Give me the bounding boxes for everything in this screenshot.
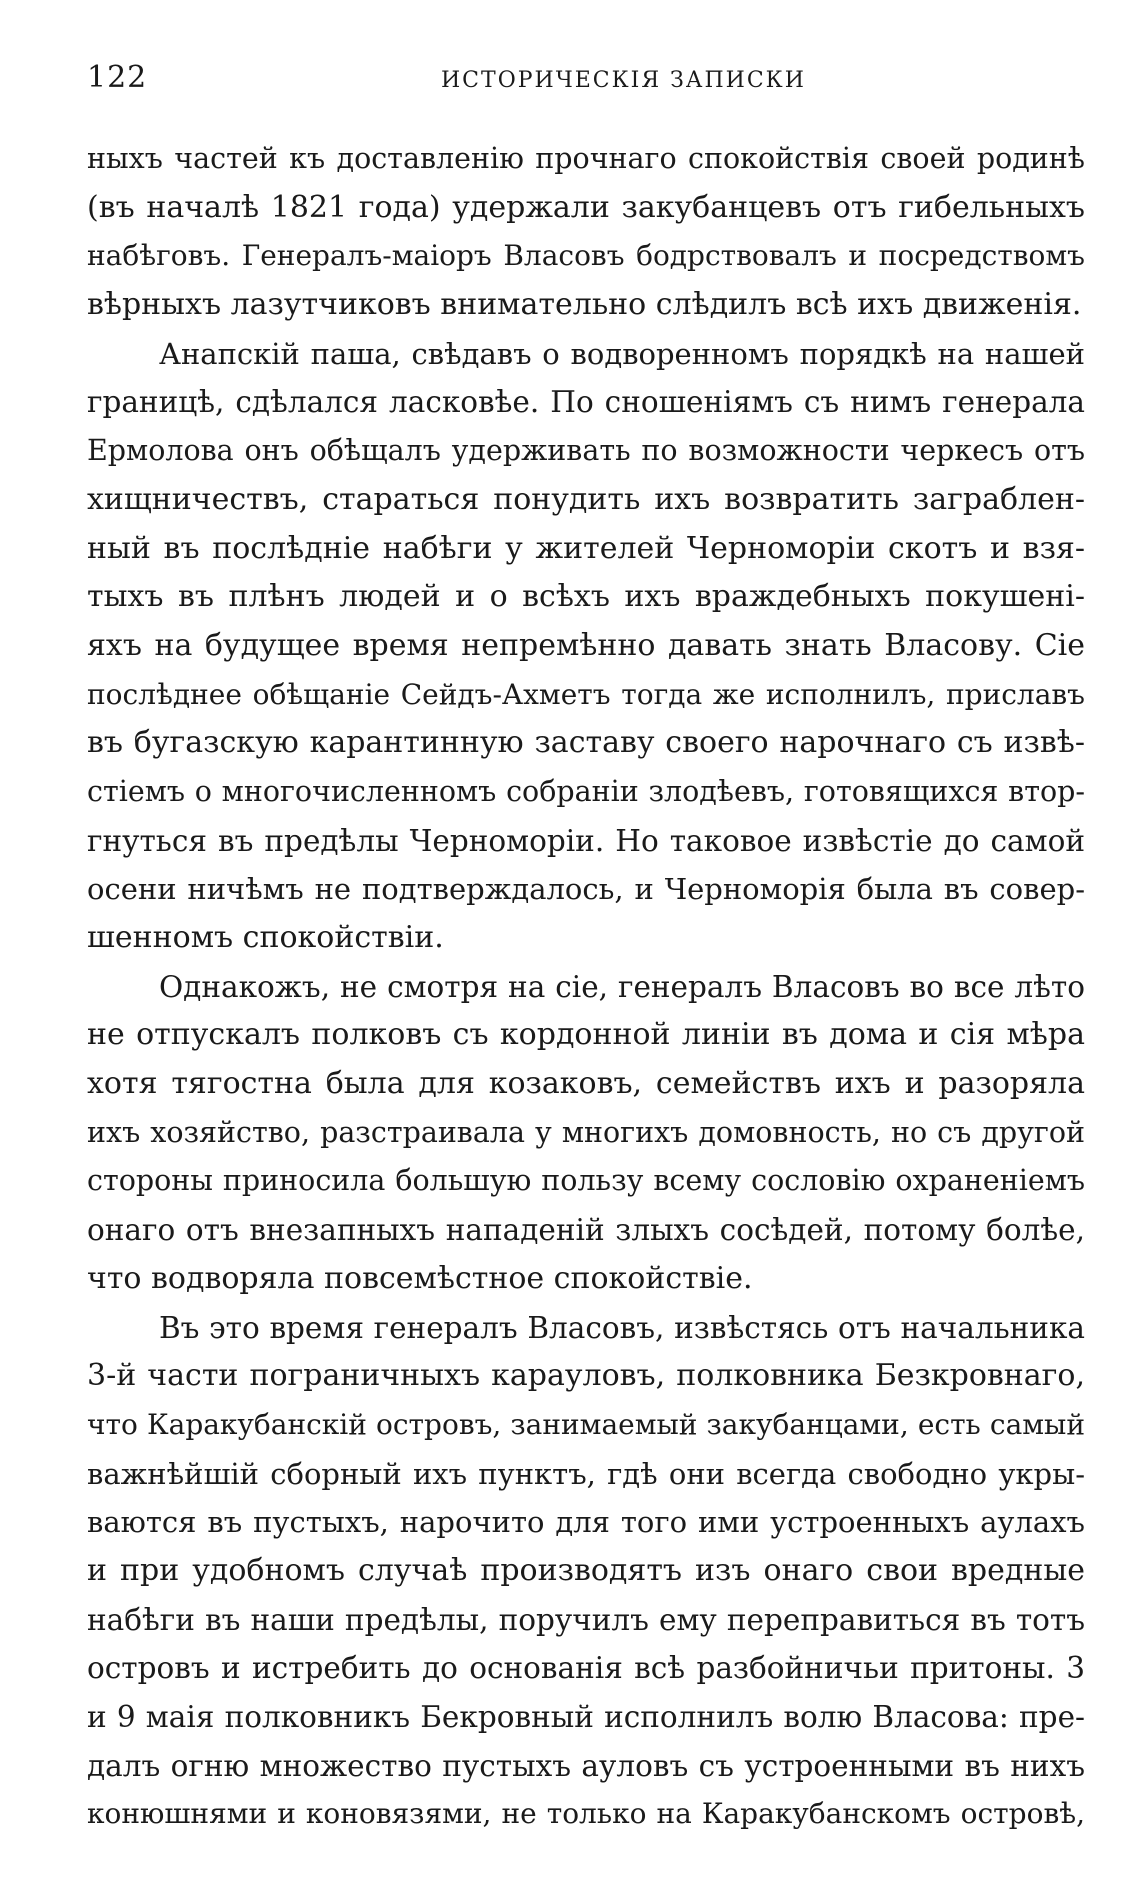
body-text xyxy=(87,135,1085,1839)
text-line: островъ и истребить до основанія всѣ разбойничьи притоны. 3 xyxy=(87,1651,1085,1686)
text-line: Въ это время генералъ Власовъ, извѣстясь отъ начальника xyxy=(159,1310,1085,1345)
page-number: 122 xyxy=(87,60,148,95)
text-line: далъ огню множество пустыхъ ауловъ съ устроенными въ нихъ xyxy=(87,1748,1085,1783)
text-line: шенномъ спокойствіи. xyxy=(87,920,444,955)
text-line: въ бугазскую карантинную заставу своего нарочнаго съ извѣ- xyxy=(87,725,1085,761)
text-line: конюшнями и коновязями, не только на Каракубанскомъ островѣ, xyxy=(87,1797,1085,1831)
text-line: гнуться въ предѣлы Черноморіи. Но таковое извѣстіе до самой xyxy=(87,823,1085,858)
text-line: ныхъ частей къ доставленію прочнаго спокойствія своей родинѣ xyxy=(87,142,1085,175)
text-line: 3-й части пограничныхъ карауловъ, полковника Безкровнаго, xyxy=(87,1358,1085,1394)
text-line: что водворяла повсемѣстное спокойствіе. xyxy=(87,1260,753,1296)
page-header xyxy=(87,60,1087,108)
text-line: вѣрныхъ лазутчиковъ внимательно слѣдилъ всѣ ихъ движенія. xyxy=(87,287,1082,323)
text-line: и при удобномъ случаѣ производятъ изъ онаго свои вредные xyxy=(87,1552,1085,1588)
text-line: (въ началѣ 1821 года) удержали закубанцевъ отъ гибельныхъ xyxy=(87,189,1085,225)
text-line: стороны приносила большую пользу всему сословію охраненіемъ xyxy=(87,1164,1085,1198)
text-line: ихъ хозяйство, разстраивала у многихъ домовность, но съ другой xyxy=(87,1115,1085,1149)
text-line: что Каракубанскій островъ, занимаемый закубанцами, есть самый xyxy=(87,1407,1085,1441)
text-line: Ермолова онъ обѣщалъ удерживать по возможности черкесъ отъ xyxy=(87,434,1085,468)
text-line: яхъ на будущее время непремѣнно давать знать Власову. Сіе xyxy=(87,627,1085,663)
text-line: ный въ послѣдніе набѣги у жителей Черноморіи скотъ и взя- xyxy=(87,530,1085,566)
text-line: Анапскій паша, свѣдавъ о водворенномъ порядкѣ на нашей xyxy=(159,336,1085,371)
text-line: Однакожъ, не смотря на сіе, генералъ Власовъ во все лѣто xyxy=(159,969,1085,1004)
text-line: набѣговъ. Генералъ-маіоръ Власовъ бодрствовалъ и посредствомъ xyxy=(87,239,1085,273)
text-line: набѣги въ наши предѣлы, поручилъ ему переправиться въ тотъ xyxy=(87,1602,1085,1637)
text-line: границѣ, сдѣлался ласковѣе. По сношеніямъ съ нимъ генерала xyxy=(87,385,1085,420)
text-line: онаго отъ внезапныхъ нападеній злыхъ сосѣдей, потому болѣе, xyxy=(87,1213,1085,1248)
text-line: хотя тягостна была для козаковъ, семействъ ихъ и разоряла xyxy=(87,1066,1085,1102)
text-line: тыхъ въ плѣнъ людей и о всѣхъ ихъ враждебныхъ покушені- xyxy=(87,579,1085,615)
text-line: ваются въ пустыхъ, нарочито для того ими устроенныхъ аулахъ xyxy=(87,1505,1085,1540)
text-line: не отпускалъ полковъ съ кордонной линіи въ дома и сія мѣра xyxy=(87,1017,1085,1053)
text-line: важнѣйшій сборный ихъ пунктъ, гдѣ они всегда свободно укры- xyxy=(87,1456,1085,1491)
text-line: хищничествъ, стараться понудить ихъ возвратить заграблен- xyxy=(87,481,1085,517)
running-title: ИСТОРИЧЕСКІЯ ЗАПИСКИ xyxy=(441,68,806,93)
text-line: стіемъ о многочисленномъ собраніи злодѣевъ, готовящихся втор- xyxy=(87,774,1085,808)
text-line: осени ничѣмъ не подтверждалось, и Черноморія была въ совер- xyxy=(87,872,1085,907)
text-line: и 9 маія полковникъ Бекровный исполнилъ волю Власова: пре- xyxy=(87,1700,1085,1734)
text-line: послѣднее обѣщаніе Сейдъ-Ахметъ тогда же исполнилъ, приславъ xyxy=(87,677,1085,711)
